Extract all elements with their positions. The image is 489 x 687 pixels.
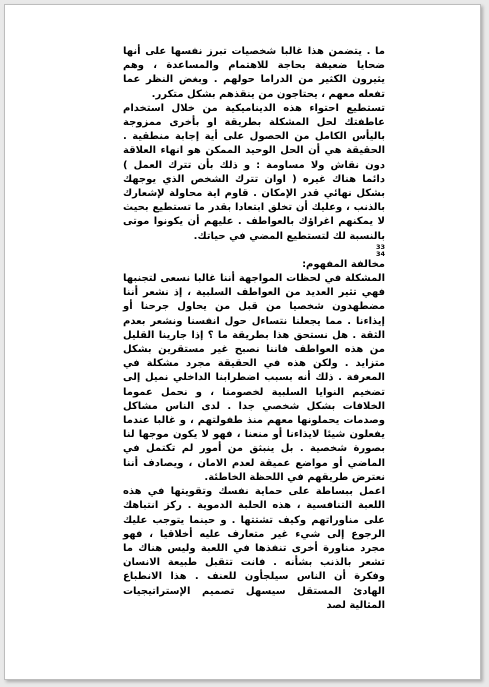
paragraph-confrontation: المشكلة في لحظات المواجهة أننا غالبا نسعى لتجنبها فهي تثير العديد من العواطف السلبية ، إذ نشعر أننا مضطهدون شخصيا من قبل من يحاول جرحنا أو إيذاءنا . مما يجعلنا نتساءل حول انفسنا ونشعر بعدم الثقة . هل نستحق هذا بطريقة ما ؟ إذا جارينا القليل من هذه العواطف فاننا نصبح غير مستقرين بشكل متزايد . ولكن هذه في الحقيقة مجرد مشكلة في المعرفة . ذلك أنه بسبب اضطرابنا الداخلي نميل إلى تضخيم النوايا السلبية لخصومنا ، و نحمل عموما الخلافات بشكل شخصي جدا . لدى الناس مشاكل وصدمات يحملونها معهم منذ طفولتهم ، و غالبا عندما يفعلون شيئا لايذاءنا أو منعنا ، فهو لا يكون موجها لنا بصورة شخصية . بل ينبثق من أمور لم تكتمل في الماضي أو مواضع عميقة لعدم الامان ، ويصادف أننا نعترض طريقهم في اللحظة الخاطئة.	[123, 273, 385, 483]
page-number-34: 34	[375, 249, 385, 258]
page-text	[123, 45, 385, 613]
section-heading: مخالفة المفهوم:	[302, 258, 385, 270]
paragraph-victims: ما . يتضمن هذا غالبا شخصيات تبرز نفسها على أنها ضحايا ضعيفة بحاجة للاهتمام والمساعدة ، وهم يثيرون الكثير من الدراما حولهم . وبغض النظر عما تفعله معهم ، يحتاجون من ينقذهم بشكل متكرر.	[123, 46, 385, 100]
paragraph-dynamics: تستطيع احتواء هذه الديناميكية من خلال استخدام عاطفتك لحل المشكلة بطريقة او بأخرى ممزوجة باليأس الكامل من الحصول على أية إجابة منطقية . الحقيقة هي أن الحل الوحيد الممكن هو انهاء العلاقة دون نقاش ولا مساومة : و ذلك بأن تترك العمل ) دائما هناك غيره ( اوان تترك الشخص الذي يوجهك بشكل نهائي قدر الإمكان . قاوم اية محاولة لإشعارك بالذنب ، وعليك أن تخلق ابتعادا بقدر ما تستطيع بحيث لا يمكنهم اغراؤك بالعواطف . عليهم أن يكونوا موتى بالنسبة لك لتستطيع المضي في حياتك.	[123, 102, 385, 242]
document-page	[4, 4, 481, 680]
page-number-33: 33	[375, 242, 385, 251]
paragraph-protection: اعمل ببساطة على حماية نفسك وتقويتها في هذه اللعبة التنافسية ، هذه الحلبة الدموية . ركز انتباهك على مناوراتهم وكيف تشتتها . و حينما يتوجب عليك الرجوع إلى شيء غير متعارف عليه أخلاقيا ، فهو مجرد مناورة أخرى تنفذها في اللعبة وليس هناك ما تشعر بالذنب بشأنه . فانت تتقبل طبيعة الانسان وفكرة أن الناس سيلجأون للعنف . هذا الانطباع الهادئ المستقل سيسهل تصميم الإستراتيجيات المثالية لصد	[123, 486, 385, 611]
